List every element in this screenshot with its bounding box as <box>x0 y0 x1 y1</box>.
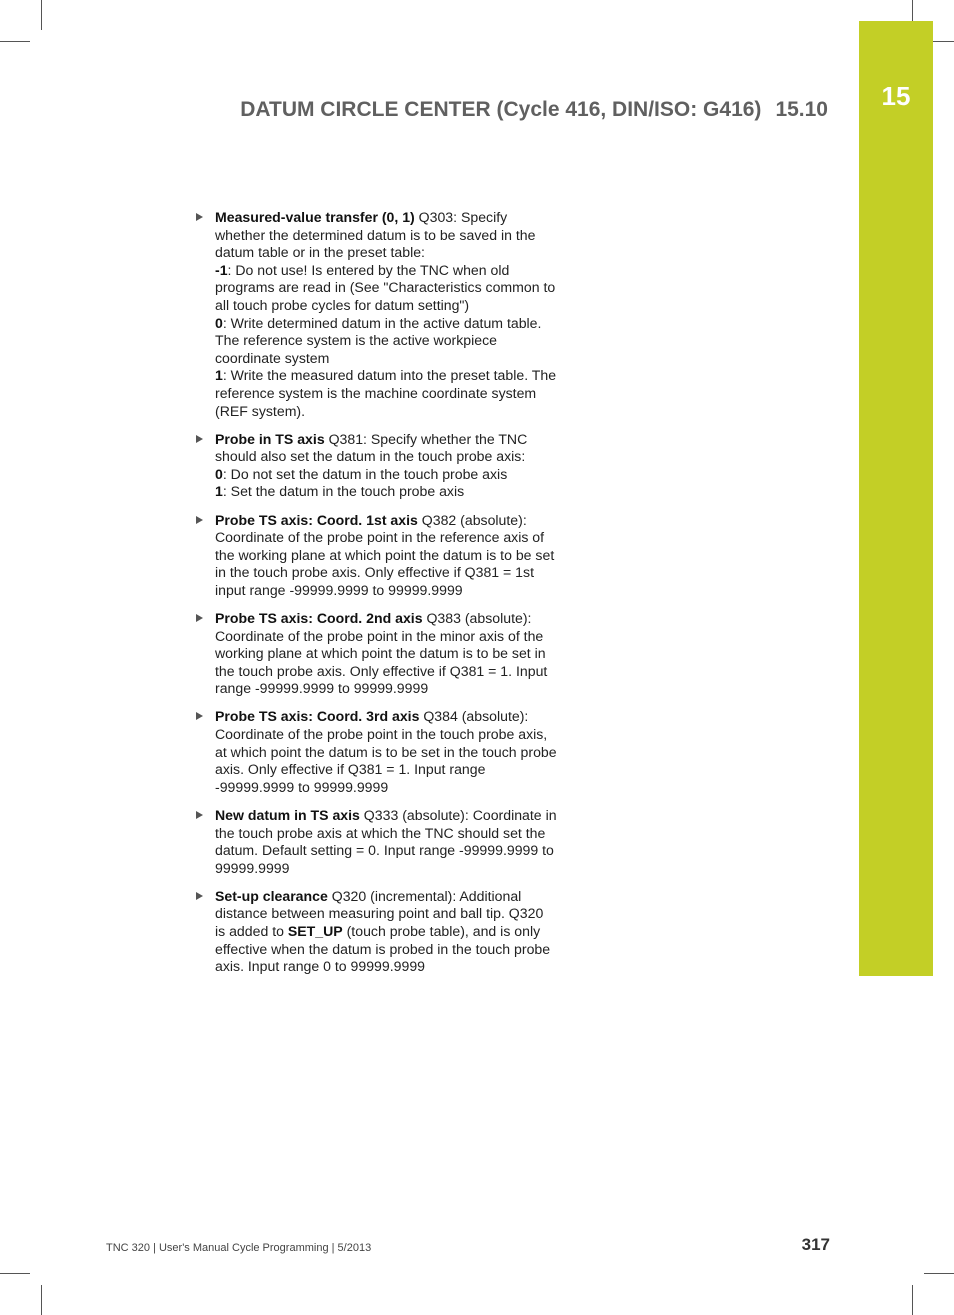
crop-mark <box>0 1273 30 1274</box>
triangle-bullet-icon <box>196 516 203 524</box>
option-line: -1: Do not use! Is entered by the TNC when old programs are read in (See "Characteristics common to all touch probe cycles for datum setting") <box>215 261 556 313</box>
item-desc: Q303: Specify whether the determined datum is to be saved in the datum table or in the preset table: <box>215 209 536 261</box>
crop-mark <box>41 0 42 30</box>
header-section: 15.10 <box>775 98 828 121</box>
list-item <box>193 209 557 420</box>
crop-mark <box>912 1285 913 1315</box>
item-desc: Q320 (incremental): Additional distance between measuring point and ball tip. Q320 is added to <box>215 887 544 939</box>
parameter-list <box>193 209 557 986</box>
triangle-bullet-icon <box>196 892 203 900</box>
item-desc-continued: (touch probe table), and is only effective when the datum is probed in the touch probe axis. Input range 0 to 99999.9999 <box>215 922 551 975</box>
item-desc: Q384 (absolute): Coordinate of the probe point in the touch probe axis, at which point the datum is to be set in the touch probe axis. Only effective if Q381 = 1. Input range -99999.9999 to 99999.9999 <box>215 708 557 795</box>
crop-mark <box>0 41 30 42</box>
page-header <box>240 98 828 122</box>
crop-mark <box>41 1285 42 1315</box>
item-term: Probe in TS axis <box>215 430 325 447</box>
item-term: New datum in TS axis <box>215 806 360 823</box>
item-desc: Q382 (absolute): Coordinate of the probe point in the reference axis of the working plane at which point the datum is to be set in the touch probe axis. Only effective if Q381 = 1st input range -99999.9999 to 99999.9999 <box>215 511 555 598</box>
item-desc: Q333 (absolute): Coordinate in the touch probe axis at which the TNC should set the datum. Default setting = 0. Input range -99999.9999 to 99999.9999 <box>215 806 557 876</box>
triangle-bullet-icon <box>196 435 203 443</box>
item-term: Measured-value transfer (0, 1) <box>215 209 415 225</box>
list-item <box>193 888 557 976</box>
chapter-number: 15 <box>881 81 911 111</box>
list-item <box>193 610 557 698</box>
page-number: 317 <box>801 1235 830 1254</box>
triangle-bullet-icon <box>196 712 203 720</box>
item-term: Probe TS axis: Coord. 1st axis <box>215 511 418 528</box>
footer-text: TNC 320 | User's Manual Cycle Programming | 5/2013 <box>106 1242 372 1254</box>
chapter-tab <box>859 21 933 976</box>
item-term: Probe TS axis: Coord. 3rd axis <box>215 708 420 725</box>
item-desc: Q381: Specify whether the TNC should also set the datum in the touch probe axis: <box>215 430 528 465</box>
inline-code: SET_UP <box>287 922 343 939</box>
header-title: DATUM CIRCLE CENTER (Cycle 416, DIN/ISO: G416) <box>240 98 762 121</box>
triangle-bullet-icon <box>196 213 203 221</box>
list-item <box>193 431 557 501</box>
triangle-bullet-icon <box>196 614 203 622</box>
option-line: 0: Do not set the datum in the touch probe axis <box>215 465 508 482</box>
triangle-bullet-icon <box>196 811 203 819</box>
option-line: 1: Write the measured datum into the preset table. The reference system is the machine coordinate system (REF system). <box>215 367 557 419</box>
option-line: 0: Write determined datum in the active datum table. The reference system is the active workpiece coordinate system <box>215 314 542 366</box>
item-term: Probe TS axis: Coord. 2nd axis <box>215 609 423 626</box>
list-item <box>193 708 557 796</box>
list-item <box>193 512 557 600</box>
list-item <box>193 807 557 877</box>
item-term: Set-up clearance <box>215 887 328 904</box>
option-line: 1: Set the datum in the touch probe axis <box>215 483 465 500</box>
crop-mark <box>924 1273 954 1274</box>
item-desc: Q383 (absolute): Coordinate of the probe point in the minor axis of the working plane at which point the datum is to be set in the touch probe axis. Only effective if Q381 = 1. Input range -99999.9999 to 99999.9999 <box>215 609 548 697</box>
